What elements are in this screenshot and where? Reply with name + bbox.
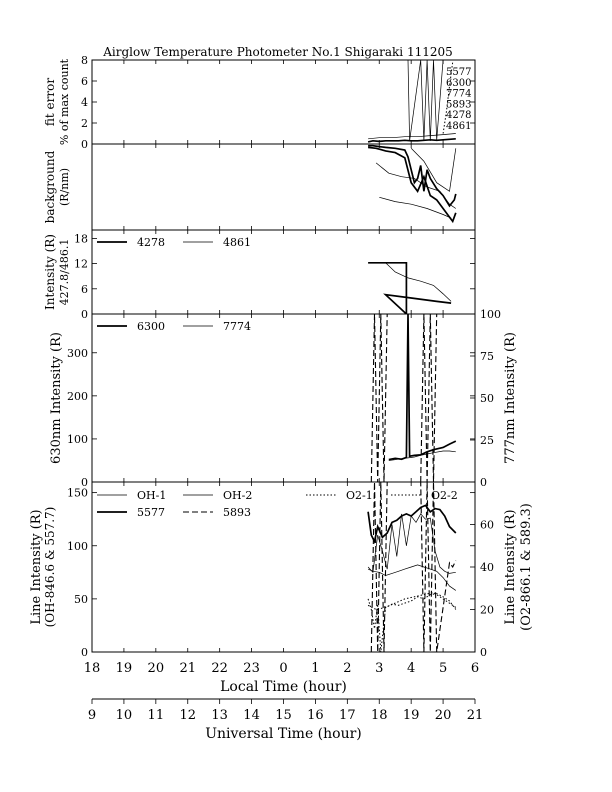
y-tick-label: 6 bbox=[81, 282, 88, 296]
y-right-tick-label: 50 bbox=[480, 392, 494, 405]
legend-label-OH-1: OH-1 bbox=[137, 489, 167, 502]
panel-intensity-427-486 bbox=[43, 230, 475, 321]
y-tick-label: 300 bbox=[67, 346, 88, 360]
ut-tick-label: 18 bbox=[370, 708, 388, 723]
legend-label-O2-1: O2-1 bbox=[346, 489, 373, 502]
y-right-tick-label: 0 bbox=[480, 646, 487, 659]
legend bbox=[97, 236, 251, 249]
y-right-axis-label: (O2-866.1 & 589.3) bbox=[519, 503, 534, 631]
x-axis-label: Local Time (hour) bbox=[220, 679, 347, 695]
y-right-axis-label: 777nm Intensity (R) bbox=[503, 332, 518, 464]
ut-tick-label: 9 bbox=[87, 708, 97, 723]
annotation-6300: 6300 bbox=[446, 77, 472, 89]
y-right-tick-label: 25 bbox=[480, 434, 494, 447]
y-tick-label: 150 bbox=[67, 486, 88, 500]
annotation-7774: 7774 bbox=[446, 88, 472, 100]
y-tick-label: 4 bbox=[81, 96, 88, 109]
y-tick-label: 0 bbox=[81, 476, 88, 489]
x-axis-group bbox=[84, 661, 484, 742]
y-axis-label: fit error bbox=[43, 77, 57, 127]
series-7774 bbox=[389, 451, 456, 461]
legend-label-5577: 5577 bbox=[137, 506, 165, 519]
series-bg-3 bbox=[376, 163, 456, 209]
y-axis-label: background bbox=[43, 150, 57, 224]
legend-label-OH-2: OH-2 bbox=[223, 489, 253, 502]
y-tick-label: 6 bbox=[81, 75, 88, 88]
panel-intensity-630-777 bbox=[49, 308, 518, 489]
y-axis-label: % of max count bbox=[58, 58, 71, 146]
annotation-4861: 4861 bbox=[446, 121, 472, 132]
series-fit-mid bbox=[368, 134, 456, 139]
panel-line-intensity bbox=[29, 482, 534, 659]
panel-fit-error bbox=[43, 54, 475, 151]
ut-tick-label: 14 bbox=[243, 708, 260, 723]
legend bbox=[97, 320, 251, 333]
x-tick-label: 19 bbox=[115, 661, 133, 676]
series-bg-4 bbox=[379, 197, 451, 218]
series-spike-b bbox=[421, 314, 437, 482]
ut-tick-label: 13 bbox=[211, 708, 228, 723]
x-tick-label: 1 bbox=[311, 661, 320, 676]
y-right-tick-label: 75 bbox=[480, 350, 494, 363]
chart-title: Airglow Temperature Photometer No.1 Shigaraki 111205 bbox=[103, 45, 453, 59]
legend-label-6300: 6300 bbox=[137, 320, 165, 333]
y-tick-label: 2 bbox=[81, 117, 88, 130]
series-spike-a bbox=[371, 314, 387, 482]
x-tick-label: 21 bbox=[179, 661, 197, 676]
y-axis-label: 630nm Intensity (R) bbox=[49, 332, 64, 464]
ut-tick-label: 15 bbox=[275, 708, 292, 723]
x-tick-label: 5 bbox=[438, 661, 448, 676]
y-right-tick-label: 20 bbox=[480, 603, 494, 617]
series-fit-high bbox=[368, 60, 456, 141]
y-right-tick-label: 100 bbox=[480, 308, 501, 321]
x-tick-label: 23 bbox=[243, 661, 260, 676]
y-tick-label: 12 bbox=[74, 257, 88, 271]
ut-tick-label: 19 bbox=[402, 708, 420, 723]
y-tick-label: 0 bbox=[81, 138, 88, 151]
y-axis-label: Line Intensity (R) bbox=[29, 509, 44, 625]
y-axis-label: Intensity (R) bbox=[43, 234, 57, 310]
y-tick-label: 200 bbox=[67, 389, 88, 403]
x-tick-label: 3 bbox=[375, 661, 384, 676]
series-bg-1 bbox=[368, 146, 456, 206]
legend-label-4278: 4278 bbox=[137, 236, 165, 249]
panels-group bbox=[29, 54, 534, 659]
ut-tick-label: 11 bbox=[147, 708, 165, 723]
legend-label-5893: 5893 bbox=[223, 506, 251, 519]
y-tick-label: 0 bbox=[81, 646, 88, 659]
x-tick-label: 20 bbox=[147, 661, 165, 676]
legend-label-4861: 4861 bbox=[223, 236, 251, 249]
ut-tick-label: 10 bbox=[115, 708, 133, 723]
x-tick-label: 6 bbox=[470, 661, 480, 676]
y-tick-label: 100 bbox=[67, 432, 88, 446]
y-right-axis-label: Line Intensity (R) bbox=[503, 509, 518, 625]
y-tick-label: 0 bbox=[81, 308, 88, 321]
x-tick-label: 2 bbox=[343, 661, 352, 676]
legend-label-O2-2: O2-2 bbox=[431, 489, 458, 502]
panel-background bbox=[43, 144, 475, 230]
annotation-5577: 5577 bbox=[446, 67, 472, 78]
series-5893 bbox=[371, 482, 456, 652]
y-right-tick-label: 60 bbox=[480, 518, 494, 532]
y-axis-label: (R/nm) bbox=[58, 167, 71, 207]
ut-tick-label: 17 bbox=[339, 708, 356, 723]
y-tick-label: 18 bbox=[74, 232, 88, 246]
y-right-tick-label: 40 bbox=[480, 561, 494, 574]
y-tick-label: 100 bbox=[67, 539, 88, 553]
y-tick-label: 50 bbox=[74, 592, 88, 606]
series-O2-1 bbox=[368, 594, 456, 652]
y-axis-label: (OH-846.6 & 557.7) bbox=[43, 506, 57, 628]
series-OH-1 bbox=[368, 565, 456, 591]
x-tick-label: 4 bbox=[407, 661, 416, 676]
annotation-4278: 4278 bbox=[446, 110, 472, 122]
panel-frame bbox=[92, 144, 475, 230]
series-fit-low bbox=[368, 139, 456, 142]
ut-tick-label: 16 bbox=[307, 708, 324, 723]
ut-tick-label: 12 bbox=[179, 708, 197, 723]
series-4278 bbox=[368, 263, 451, 314]
series-bg-2 bbox=[368, 147, 456, 221]
annotation-5893: 5893 bbox=[446, 99, 472, 111]
y-tick-label: 8 bbox=[81, 54, 88, 67]
x-tick-label: 0 bbox=[279, 661, 288, 676]
ut-axis-label: Universal Time (hour) bbox=[205, 726, 362, 742]
y-right-tick-label: 0 bbox=[480, 476, 487, 489]
x-tick-label: 22 bbox=[211, 661, 228, 676]
y-axis-label: 427.8/486.1 bbox=[58, 238, 71, 306]
ut-tick-label: 20 bbox=[434, 708, 452, 723]
panel-frame bbox=[92, 60, 475, 144]
panel-frame bbox=[92, 314, 475, 482]
legend-label-7774: 7774 bbox=[223, 320, 251, 333]
ut-tick-label: 21 bbox=[466, 708, 484, 723]
x-tick-label: 18 bbox=[83, 661, 101, 676]
